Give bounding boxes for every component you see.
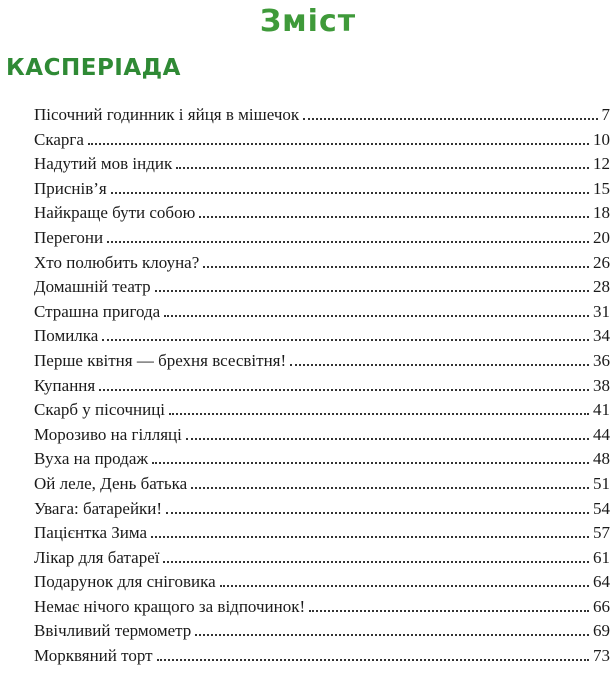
dot-leader (164, 315, 589, 317)
toc-entry-title: Помилка (34, 326, 99, 346)
toc-entry-title: Перегони (34, 227, 104, 247)
toc-entry-page: 69 (593, 621, 610, 641)
toc-entry[interactable] (34, 177, 610, 202)
dot-leader (151, 536, 589, 538)
toc-entry[interactable] (34, 619, 610, 644)
toc-entry-page: 28 (593, 277, 610, 297)
toc-entry-title: Увага: батарейки! (34, 498, 163, 518)
toc-entry-title: Подарунок для сніговика (34, 572, 216, 592)
dot-leader (203, 266, 589, 268)
table-of-contents (34, 103, 610, 669)
toc-entry-page: 10 (593, 129, 610, 149)
toc-entry[interactable] (34, 300, 610, 325)
toc-entry-page: 31 (593, 301, 610, 321)
toc-entry-title: Пацієнтка Зима (34, 523, 148, 543)
toc-entry-page: 66 (593, 596, 610, 616)
dot-leader (303, 118, 597, 120)
toc-entry-page: 20 (593, 227, 610, 247)
toc-entry-title: Морквяний торт (34, 646, 153, 666)
toc-entry[interactable] (34, 521, 610, 546)
toc-entry-page: 41 (593, 400, 610, 420)
toc-entry-page: 73 (593, 646, 610, 666)
toc-entry[interactable] (34, 201, 610, 226)
toc-entry-page: 18 (593, 203, 610, 223)
toc-entry-title: Морозиво на гілляці (34, 424, 182, 444)
dot-leader (152, 462, 589, 464)
toc-entry-page: 57 (593, 523, 610, 543)
toc-entry-page: 54 (593, 498, 610, 518)
toc-entry-title: Купання (34, 375, 96, 395)
dot-leader (309, 610, 589, 612)
toc-entry-title: Хто полюбить клоуна? (34, 252, 200, 272)
dot-leader (107, 241, 589, 243)
dot-leader (195, 634, 589, 636)
toc-entry[interactable] (34, 472, 610, 497)
toc-entry-title: Немає нічого кращого за відпочинок! (34, 596, 306, 616)
toc-entry-title: Скарб у пісочниці (34, 400, 166, 420)
toc-entry-title: Найкраще бути собою (34, 203, 196, 223)
toc-entry[interactable] (34, 570, 610, 595)
toc-entry[interactable] (34, 374, 610, 399)
toc-entry-page: 61 (593, 547, 610, 567)
toc-entry-title: Скарга (34, 129, 84, 149)
toc-entry[interactable] (34, 644, 610, 669)
toc-entry-title: Пісочний годинник і яйця в мішечок (34, 105, 300, 124)
dot-leader (157, 659, 589, 661)
dot-leader (186, 438, 589, 440)
toc-entry[interactable] (34, 447, 610, 472)
toc-entry[interactable] (34, 226, 610, 251)
toc-entry[interactable] (34, 398, 610, 423)
toc-entry-page: 36 (593, 350, 610, 370)
dot-leader (169, 413, 589, 415)
toc-entry[interactable] (34, 103, 610, 128)
toc-entry[interactable] (34, 349, 610, 374)
dot-leader (191, 487, 589, 489)
toc-entry[interactable] (34, 128, 610, 153)
toc-entry[interactable] (34, 275, 610, 300)
dot-leader (199, 216, 589, 218)
page-title: Зміст (259, 4, 357, 39)
toc-entry-title: Вуха на продаж (34, 449, 149, 469)
toc-entry-page: 12 (593, 154, 610, 174)
toc-entry-page: 44 (593, 424, 610, 444)
dot-leader (163, 561, 589, 563)
toc-entry-title: Лікар для батареї (34, 547, 160, 567)
toc-entry-page: 48 (593, 449, 610, 469)
toc-entry-page: 38 (593, 375, 610, 395)
toc-entry-page: 26 (593, 252, 610, 272)
toc-entry-title: Страшна пригода (34, 301, 161, 321)
dot-leader (99, 389, 589, 391)
dot-leader (220, 585, 589, 587)
toc-entry[interactable] (34, 251, 610, 276)
toc-entry-title: Домашній театр (34, 277, 151, 297)
section-title: КАСПЕРІАДА (6, 55, 181, 81)
dot-leader (111, 192, 589, 194)
toc-entry-page: 7 (601, 105, 610, 124)
toc-entry[interactable] (34, 152, 610, 177)
toc-entry-title: Ввічливий термометр (34, 621, 192, 641)
toc-entry-title: Приснів’я (34, 178, 107, 198)
toc-entry[interactable] (34, 497, 610, 522)
toc-entry-title: Надутий мов індик (34, 154, 173, 174)
toc-entry-page: 64 (593, 572, 610, 592)
toc-entry-page: 15 (593, 178, 610, 198)
toc-entry[interactable] (34, 324, 610, 349)
toc-entry[interactable] (34, 595, 610, 620)
toc-entry-page: 51 (593, 473, 610, 493)
dot-leader (166, 512, 589, 514)
dot-leader (88, 143, 589, 145)
dot-leader (176, 167, 589, 169)
dot-leader (102, 339, 589, 341)
dot-leader (290, 364, 589, 366)
dot-leader (155, 290, 589, 292)
toc-entry-title: Перше квітня — брехня всесвітня! (34, 350, 287, 370)
toc-entry-page: 34 (593, 326, 610, 346)
toc-entry-title: Ой леле, День батька (34, 473, 188, 493)
toc-entry[interactable] (34, 423, 610, 448)
toc-entry[interactable] (34, 546, 610, 571)
